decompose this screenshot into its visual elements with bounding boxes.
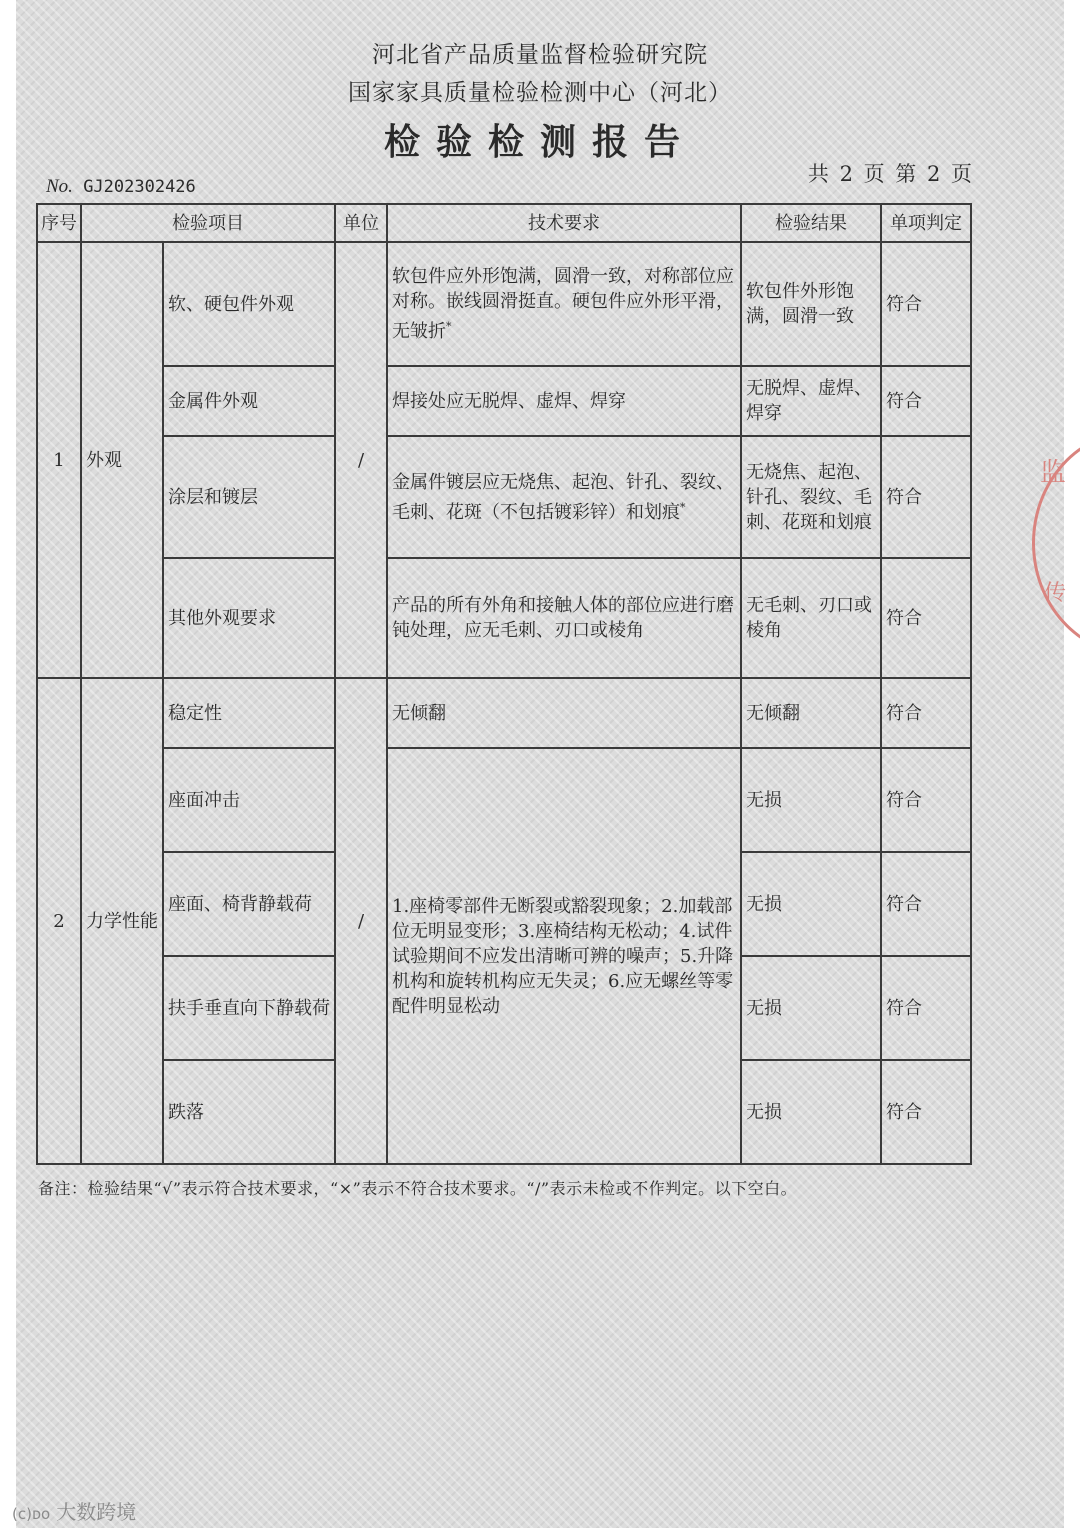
item-cell: 稳定性: [163, 678, 335, 748]
result-cell: 无毛刺、刃口或棱角: [741, 558, 881, 678]
result-cell: 无损: [741, 852, 881, 956]
unit-cell: /: [335, 242, 387, 678]
item-cell: 跌落: [163, 1060, 335, 1164]
requirement-text: 金属件镀层应无烧焦、起泡、针孔、裂纹、毛刺、花斑（不包括镀彩锌）和划痕: [392, 471, 734, 523]
requirement-cell: 产品的所有外角和接触人体的部位应进行磨钝处理，应无毛刺、刃口或棱角: [387, 558, 741, 678]
judgement-cell: 符合: [881, 956, 971, 1060]
table-row: [37, 242, 971, 366]
header-requirement: 技术要求: [387, 204, 741, 242]
report-number-value: GJ202302426: [83, 177, 196, 197]
table-row: [37, 748, 971, 852]
watermark-logo-icon: (ᴄ)ᴅᴏ: [12, 1505, 51, 1523]
watermark-text: 大数跨境: [56, 1500, 137, 1524]
result-cell: 无脱焊、虚焊、焊穿: [741, 366, 881, 436]
header-item: 检验项目: [81, 204, 335, 242]
shared-requirement-cell: 1.座椅零部件无断裂或豁裂现象；2.加载部位无明显变形；3.座椅结构无松动；4.试件试验期间不应发出清晰可辨的噪声；5.升降机构和旋转机构应无失灵；6.应无螺丝等零配件明显松动: [387, 748, 741, 1164]
seq-cell: 1: [37, 242, 81, 678]
result-cell: 无损: [741, 748, 881, 852]
header-seq: 序号: [37, 204, 81, 242]
item-cell: 软、硬包件外观: [163, 242, 335, 366]
header-unit: 单位: [335, 204, 387, 242]
report-title: 检验检测报告: [383, 121, 696, 163]
item-cell: 金属件外观: [163, 366, 335, 436]
result-cell: 无损: [741, 1060, 881, 1164]
result-cell: 无倾翻: [741, 678, 881, 748]
org-name: 河北省产品质量监督检验研究院: [372, 42, 708, 68]
requirement-cell: 焊接处应无脱焊、虚焊、焊穿: [387, 366, 741, 436]
table-row: [37, 678, 971, 748]
item-cell: 涂层和镀层: [163, 436, 335, 558]
category-cell: 外观: [81, 242, 163, 678]
requirement-cell: 无倾翻: [387, 678, 741, 748]
item-cell: 扶手垂直向下静载荷: [163, 956, 335, 1060]
seq-cell: 2: [37, 678, 81, 1164]
item-cell: 其他外观要求: [163, 558, 335, 678]
result-cell: 软包件外形饱满，圆滑一致: [741, 242, 881, 366]
report-number-prefix: No.: [46, 176, 73, 197]
table-row: [37, 436, 971, 558]
seal-text-bottom: 传: [1044, 581, 1067, 606]
judgement-cell: 符合: [881, 242, 971, 366]
judgement-cell: 符合: [881, 748, 971, 852]
header-judgement: 单项判定: [881, 204, 971, 242]
asterisk-mark: *: [446, 320, 452, 333]
requirement-cell: [387, 436, 741, 558]
header-result: 检验结果: [741, 204, 881, 242]
judgement-cell: 符合: [881, 1060, 971, 1164]
asterisk-mark: *: [680, 500, 686, 514]
remarks-note: 备注：检验结果“√”表示符合技术要求，“×”表示不符合技术要求。“/”表示未检或不作判定。以下空白。: [38, 1179, 798, 1198]
judgement-cell: 符合: [881, 852, 971, 956]
requirement-cell: [387, 242, 741, 366]
judgement-cell: 符合: [881, 436, 971, 558]
table-row: [37, 558, 971, 678]
red-seal-stamp: [1026, 424, 1080, 654]
judgement-cell: 符合: [881, 678, 971, 748]
judgement-cell: 符合: [881, 366, 971, 436]
seal-text-top: 监: [1040, 458, 1067, 488]
page-info: 共 2 页 第 2 页: [807, 162, 974, 186]
judgement-cell: 符合: [881, 558, 971, 678]
header-row: [37, 204, 971, 242]
table-row: [37, 366, 971, 436]
result-cell: 无烧焦、起泡、针孔、裂纹、毛刺、花斑和划痕: [741, 436, 881, 558]
watermark: [12, 1496, 136, 1525]
center-name: 国家家具质量检验检测中心（河北）: [348, 80, 732, 106]
unit-cell: /: [335, 678, 387, 1164]
category-cell: 力学性能: [81, 678, 163, 1164]
item-cell: 座面、椅背静载荷: [163, 852, 335, 956]
inspection-table: [36, 203, 972, 1165]
item-cell: 座面冲击: [163, 748, 335, 852]
report-number: [46, 176, 196, 198]
requirement-text: 软包件应外形饱满，圆滑一致，对称部位应对称。嵌线圆滑挺直。硬包件应外形平滑，无皱折: [392, 266, 734, 342]
result-cell: 无损: [741, 956, 881, 1060]
